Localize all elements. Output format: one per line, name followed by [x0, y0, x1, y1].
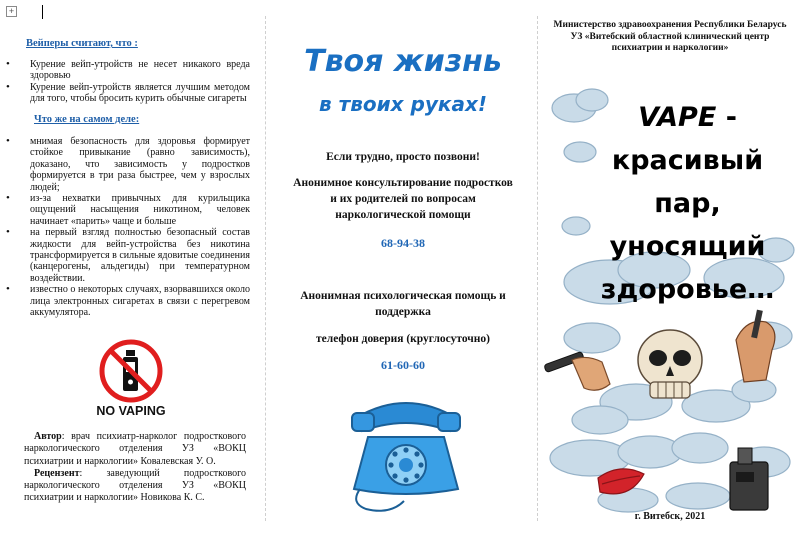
truth-title: Что же на самом деле:	[34, 114, 140, 125]
right-panel	[540, 0, 800, 538]
psych-help-text: Анонимная психологическая помощь и поддержка	[300, 290, 506, 318]
no-vaping-label: NO VAPING	[96, 404, 166, 418]
text-cursor	[42, 5, 43, 19]
list-item: • Курение вейп-утройств не несет никакого вреда здоровью	[0, 59, 250, 82]
reviewer-text: : заведующий подросткового наркологического отделения УЗ «ВОКЦ психиатрии и наркологии» Новикова К. С.	[24, 467, 246, 504]
list-item: • Курение вейп-утройств является лучшим методом для того, чтобы бросить курить обычные сигареты	[0, 82, 250, 105]
phone-number-hotline: 61-60-60	[381, 358, 425, 372]
fold-divider	[265, 16, 266, 521]
telephone-icon	[346, 385, 466, 515]
myth-list	[0, 59, 250, 105]
no-vaping-icon	[98, 338, 164, 404]
author-text: : врач психиатр-нарколог подросткового наркологического отделения УЗ «ВОКЦ психиатрии и наркологии» Ковалевская У. О.	[24, 431, 246, 467]
phone-number-consult: 68-94-38	[381, 236, 425, 250]
credits	[24, 431, 246, 505]
hotline-text: телефон доверия (круглосуточно)	[315, 333, 490, 345]
consult-text: Анонимное консультирование подростков и их родителей по вопросам наркологической помощи	[293, 177, 513, 221]
table-move-handle-icon[interactable]: +	[6, 6, 17, 17]
fact-list	[0, 136, 250, 319]
brochure-title	[580, 96, 795, 311]
author-label: Автор	[34, 431, 62, 442]
vape-word: VAPE	[638, 102, 717, 133]
left-panel	[0, 0, 262, 538]
reviewer-label: Рецензент	[34, 467, 80, 479]
headline-line-2: в твоих руках!	[319, 92, 487, 116]
city-year: г. Витебск, 2021	[634, 511, 706, 522]
list-item: • известно о некоторых случаях, взорвавшихся около лица электронных сигаретах в связи с перегревом аккумулятора.	[0, 284, 250, 318]
call-text: Если трудно, просто позвони!	[326, 151, 480, 163]
headline-line-1: Твоя жизнь	[304, 44, 502, 79]
list-item: • на первый взгляд полностью безопасный состав жидкости для вейп-устройства без никотина трансформируется в сильные ядовитые соединения (канцерогены, альдегиды) при температурном воздействии.	[0, 227, 250, 284]
myth-title: Вейперы считают, что :	[26, 38, 138, 49]
middle-panel	[268, 0, 538, 538]
list-item: • из-за нехватки привычных для курильщика ощущений насыщения никотином, человек начинает «парить» чаще и больше	[0, 193, 250, 227]
list-item: • мнимая безопасность для здоровья формирует стойкое привыкание (равно зависимость), доказано, что зависимость у подростков формируется в три раза быстрее, чем у взрослых людей;	[0, 136, 250, 193]
title-rest: - красивый пар, уносящий здоровье…	[600, 102, 775, 305]
ministry-header: Министерство здравоохранения Республики Беларусь УЗ «Витебский областной клинический центр психиатрии и наркологии»	[553, 20, 787, 53]
